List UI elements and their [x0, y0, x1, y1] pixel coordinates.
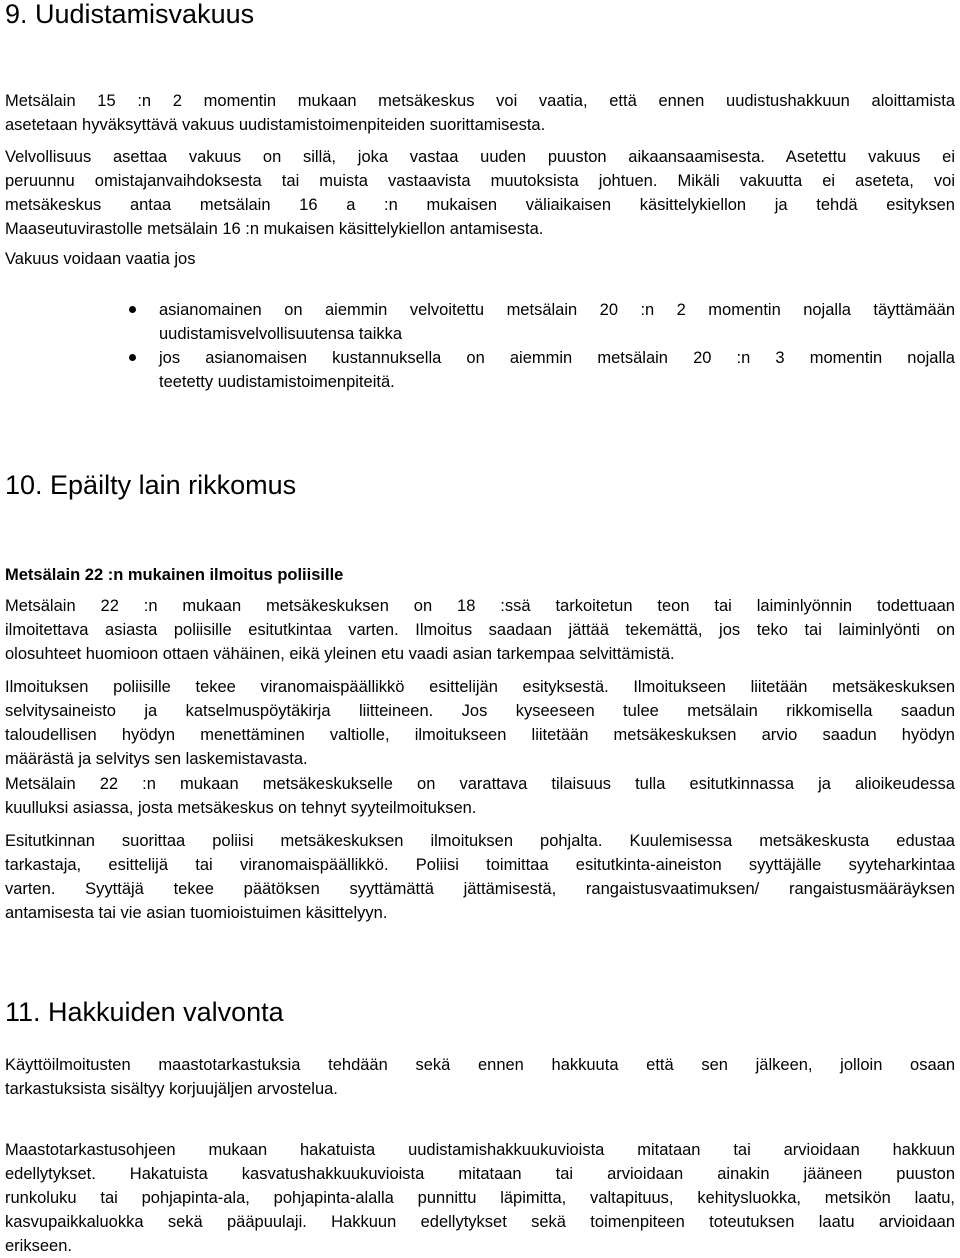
list-item	[5, 346, 955, 394]
list-item	[5, 298, 955, 346]
list-item-text	[159, 298, 955, 346]
text-line: antamisesta tai vie asian tuomioistuimen käsittelyyn.	[5, 904, 388, 922]
text-line: Velvollisuus asettaa vakuus on sillä, joka vastaa uuden puuston aikaansaamisesta. Asetettu vakuus ei	[5, 148, 955, 166]
bullet-icon	[129, 306, 136, 313]
text-line: asianomainen on aiemmin velvoitettu metsälain 20 :n 2 momentin nojalla täyttämään	[159, 301, 955, 319]
text-line: Metsälain 22 :n mukaan metsäkeskukselle on varattava tilaisuus tulla esitutkinnassa ja alioikeudessa	[5, 775, 955, 793]
text-line: määrästä ja selvitys sen laskemistavasta.	[5, 750, 308, 768]
section-10-paragraph-3	[5, 772, 955, 820]
text-line: erikseen.	[5, 1237, 72, 1255]
section-heading-9: 9. Uudistamisvakuus	[5, 0, 255, 29]
text-line: kuulluksi asiassa, josta metsäkeskus on tehnyt syyteilmoituksen.	[5, 799, 477, 817]
text-line: Metsälain 22 :n mukaan metsäkeskuksen on 18 :ssä tarkoitetun teon tai laiminlyönnin todettuaan	[5, 597, 955, 615]
text-line: Metsälain 15 :n 2 momentin mukaan metsäkeskus voi vaatia, että ennen uudistushakkuun aloittamista	[5, 92, 955, 110]
text-line: olosuhteet huomioon ottaen vähäinen, eikä yleinen etu vaadi asian tarkempaa selvittämistä.	[5, 645, 675, 663]
text-line: edellytykset. Hakatuista kasvatushakkuukuvioista mitataan tai arvioidaan ainakin jääneen puuston	[5, 1165, 955, 1183]
text-line: Käyttöilmoitusten maastotarkastuksia tehdään sekä ennen hakkuuta että sen jälkeen, jolloin osaan	[5, 1056, 955, 1074]
text-line: varten. Syyttäjä tekee päätöksen syyttämättä jättämisestä, rangaistusvaatimuksen/ rangaistusmääräyksen	[5, 880, 955, 898]
text-line: jos asianomaisen kustannuksella on aiemmin metsälain 20 :n 3 momentin nojalla	[159, 349, 955, 367]
text-line: peruunnu omistajanvaihdoksesta tai muista vastaavista muutoksista johtuen. Mikäli vakuutta ei aseteta, voi	[5, 172, 955, 190]
text-line: Maastotarkastusohjeen mukaan hakatuista uudistamishakkuukuvioista mitataan tai arvioidaan hakkuun	[5, 1141, 955, 1159]
text-line: selvitysaineisto ja katselmuspöytäkirja liitteineen. Jos kyseeseen tulee metsälain rikkomisella saadun	[5, 702, 955, 720]
section-heading-11: 11. Hakkuiden valvonta	[5, 997, 284, 1027]
list-item-text	[159, 346, 955, 394]
text-line: teetetty uudistamistoimenpiteitä.	[159, 373, 395, 391]
text-line: Esitutkinnan suorittaa poliisi metsäkeskuksen ilmoituksen pohjalta. Kuulemisessa metsäkeskusta edustaa	[5, 832, 955, 850]
text-line: tarkastuksista sisältyy korjuujäljen arvostelua.	[5, 1080, 338, 1098]
text-line: taloudellisen hyödyn menettäminen valtiolle, ilmoitukseen liitetään metsäkeskuksen arvio saadun hyödyn	[5, 726, 955, 744]
text-line: runkoluku tai pohjapinta-ala, pohjapinta-alalla punnittu läpimitta, valtapituus, kehitysluokka, metsikön laatu,	[5, 1189, 955, 1207]
section-11-paragraph-1	[5, 1053, 955, 1101]
text-line: asetetaan hyväksyttävä vakuus uudistamistoimenpiteiden suorittamisesta.	[5, 116, 546, 134]
text-line: metsäkeskus antaa metsälain 16 a :n mukaisen väliaikaisen käsittelykiellon ja tehdä esityksen	[5, 196, 955, 214]
text-line: ilmoitettava asiasta poliisille esitutkintaa varten. Ilmoitus saadaan jättää tekemättä, jos teko tai laiminlyönti on	[5, 621, 955, 639]
text-line: tarkastaja, esittelijä tai viranomaispäällikkö. Poliisi toimittaa esitutkinta-aineiston syyttäjälle syyteharkintaa	[5, 856, 955, 874]
text-line: Maaseutuvirastolle metsälain 16 :n mukaisen käsittelykiellon antamisesta.	[5, 220, 544, 238]
section-9-intro: Vakuus voidaan vaatia jos	[5, 250, 196, 268]
bullet-icon	[129, 354, 136, 361]
section-10-paragraph-2	[5, 675, 955, 771]
section-9-paragraph-1	[5, 89, 955, 137]
bullet-list	[5, 298, 955, 394]
section-9-paragraph-2	[5, 145, 955, 241]
section-10-paragraph-1	[5, 594, 955, 666]
subheading: Metsälain 22 :n mukainen ilmoitus poliisille	[5, 566, 344, 584]
text-line: kasvupaikkaluokka sekä pääpuulaji. Hakkuun edellytykset sekä toimenpiteen toteutuksen laatu arvioidaan	[5, 1213, 955, 1231]
text-line: uudistamisvelvollisuutensa taikka	[159, 325, 403, 343]
section-10-paragraph-4	[5, 829, 955, 925]
section-11-paragraph-2	[5, 1138, 955, 1258]
section-heading-10: 10. Epäilty lain rikkomus	[5, 470, 297, 500]
text-line: Ilmoituksen poliisille tekee viranomaispäällikkö esittelijän esityksestä. Ilmoitukseen liitetään metsäkeskuksen	[5, 678, 955, 696]
